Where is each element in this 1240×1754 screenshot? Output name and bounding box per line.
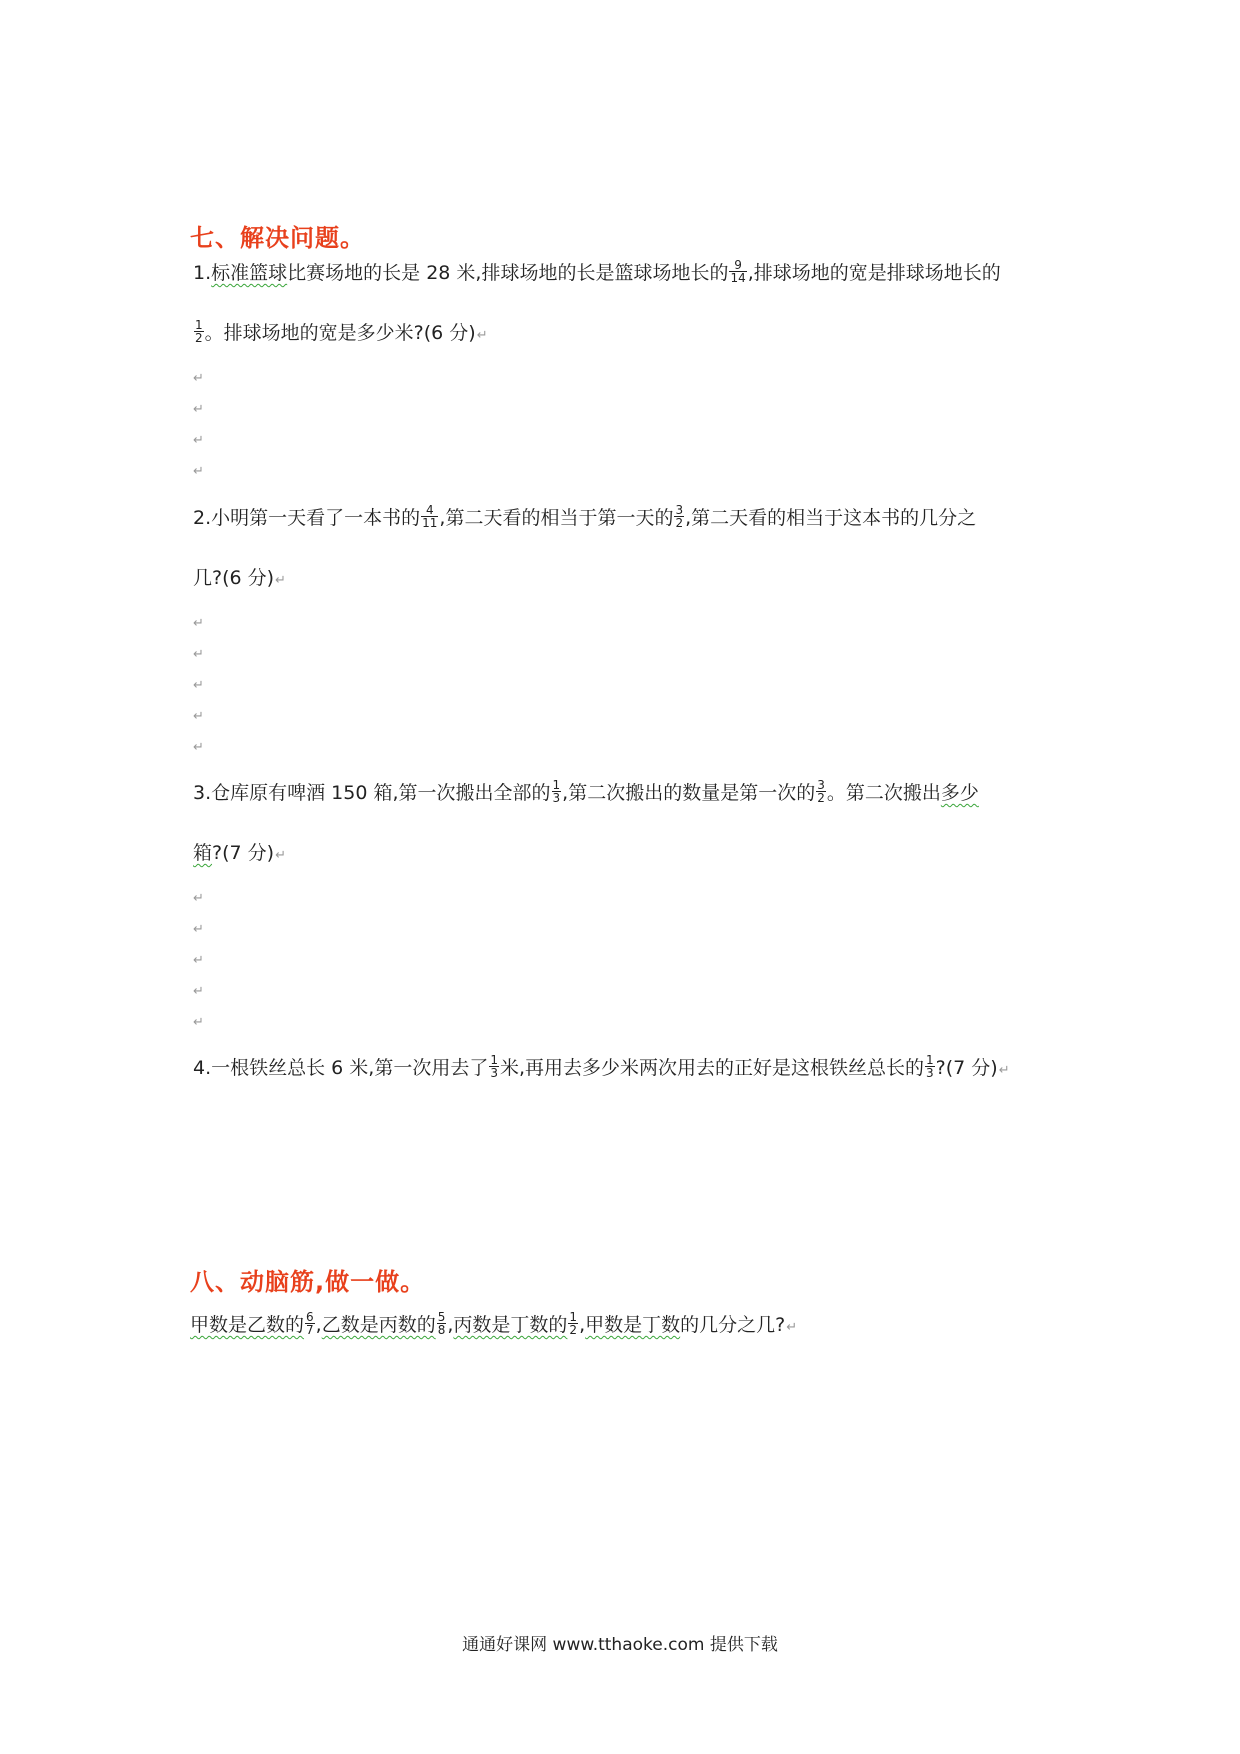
- q2-text-3: ,第二天看的相当于这本书的几分之: [685, 507, 977, 529]
- fraction: $\frac{1}{2}$: [569, 1310, 578, 1337]
- fraction: $\frac{9}{14}$: [730, 258, 746, 285]
- fraction: $\frac{4}{11}$: [422, 503, 438, 530]
- question-1-line-2: [193, 318, 488, 351]
- q4-text-3: ?(7 分): [935, 1057, 998, 1079]
- paragraph-mark-icon: ↵: [193, 433, 204, 448]
- q3-text-3: 。第二次搬出: [826, 782, 941, 804]
- q3-text-4: ?(7 分): [212, 842, 275, 864]
- q5-comma: ,: [315, 1314, 322, 1336]
- paragraph-mark-icon: ↵: [193, 953, 204, 968]
- q5-comma-3: ,: [579, 1314, 586, 1336]
- paragraph-mark-icon: ↵: [193, 1015, 204, 1030]
- paragraph-mark-icon: ↵: [193, 678, 204, 693]
- q1-text-2: ,排球场地的宽是排球场地长的: [747, 262, 1001, 284]
- question-2-line-1: [193, 503, 976, 533]
- q5-comma-2: ,: [447, 1314, 454, 1336]
- paragraph-mark-icon: ↵: [193, 740, 204, 755]
- paragraph-mark-icon: ↵: [193, 922, 204, 937]
- q5-text-underlined-4: 甲数是丁数: [585, 1314, 681, 1336]
- paragraph-mark-icon: ↵: [193, 984, 204, 999]
- q4-text-2: 米,再用去多少米两次用去的正好是这根铁丝总长的: [499, 1057, 925, 1079]
- paragraph-mark-icon: ↵: [193, 402, 204, 417]
- fraction: $\frac{1}{3}$: [552, 778, 561, 805]
- q5-text-underlined-3: 丙数是丁数的: [453, 1314, 568, 1336]
- q1-text: 比赛场地的长是 28 米,排球场地的长是篮球场地长的: [287, 262, 729, 284]
- q1-text-3: 。排球场地的宽是多少米?(6 分): [204, 322, 476, 344]
- q4-text: 4.一根铁丝总长 6 米,第一次用去了: [193, 1057, 489, 1079]
- paragraph-mark-icon: ↵: [275, 848, 286, 863]
- paragraph-mark-icon: ↵: [193, 647, 204, 662]
- paragraph-mark-icon: ↵: [275, 573, 286, 588]
- question-2-line-2: [193, 563, 286, 596]
- q3-text-underlined-2: 箱: [193, 842, 213, 864]
- question-5-line-1: [190, 1310, 797, 1343]
- q3-text-underlined: 多少: [940, 782, 979, 804]
- paragraph-mark-icon: ↵: [193, 371, 204, 386]
- paragraph-mark-icon: ↵: [193, 616, 204, 631]
- question-4-line-1: [193, 1053, 1010, 1086]
- fraction: $\frac{1}{2}$: [195, 318, 203, 345]
- q3-text-2: ,第二次搬出的数量是第一次的: [562, 782, 816, 804]
- fraction: $\frac{6}{7}$: [306, 1310, 314, 1337]
- q2-text-4: 几?(6 分): [193, 567, 275, 589]
- paragraph-mark-icon: ↵: [998, 1063, 1010, 1078]
- question-3-line-1: [193, 778, 979, 808]
- section-8-title: 八、动脑筋,做一做。: [190, 1268, 426, 1296]
- q3-text: 3.仓库原有啤酒 150 箱,第一次搬出全部的: [193, 782, 551, 804]
- q5-text: 的几分之几?: [680, 1314, 786, 1336]
- paragraph-mark-icon: ↵: [193, 891, 204, 906]
- q2-text-2: ,第二天看的相当于第一天的: [439, 507, 674, 529]
- paragraph-mark-icon: ↵: [193, 709, 204, 724]
- fraction: $\frac{3}{2}$: [817, 778, 825, 805]
- page-footer: 通通好课网 www.tthaoke.com 提供下载: [462, 1635, 778, 1655]
- q5-text-underlined-2: 乙数是丙数的: [321, 1314, 436, 1336]
- question-3-line-2: [193, 838, 286, 871]
- q1-text-underlined: 标准篮球: [211, 262, 288, 284]
- fraction: $\frac{1}{3}$: [926, 1053, 934, 1080]
- paragraph-mark-icon: ↵: [786, 1320, 798, 1335]
- q2-text: 2.小明第一天看了一本书的: [193, 507, 421, 529]
- q1-number: 1.: [193, 262, 212, 284]
- question-1-line-1: [193, 258, 1001, 288]
- paragraph-mark-icon: ↵: [193, 464, 204, 479]
- fraction: $\frac{1}{3}$: [490, 1053, 498, 1080]
- paragraph-mark-icon: ↵: [476, 328, 488, 343]
- q5-text-underlined: 甲数是乙数的: [190, 1314, 305, 1336]
- fraction: $\frac{3}{2}$: [675, 503, 684, 530]
- section-7-title: 七、解决问题。: [190, 224, 365, 252]
- fraction: $\frac{5}{8}$: [437, 1310, 446, 1337]
